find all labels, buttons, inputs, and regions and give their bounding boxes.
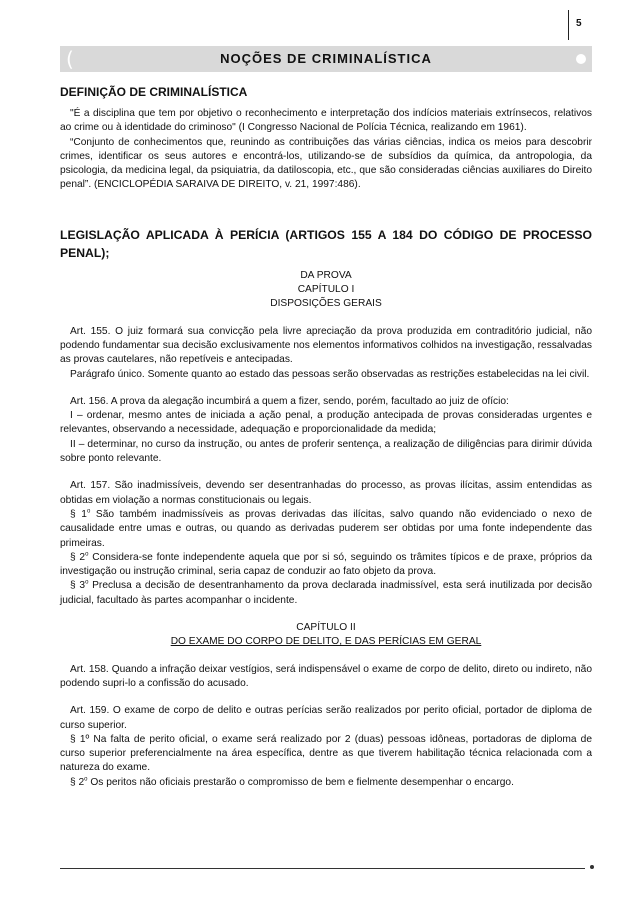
chapter-1-title: DISPOSIÇÕES GERAIS [270,298,382,310]
article-159: Art. 159. O exame de corpo de delito e outras perícias serão realizados por perito oficial, portador de diploma de curso superior. [60,705,592,731]
chapter-2-title: DO EXAME DO CORPO DE DELITO, E DAS PERÍCIAS EM GERAL [170,636,482,648]
definition-paragraph-2: “Conjunto de conhecimentos que, reunindo as contribuições das várias ciências, indica os meios para descobrir crimes, identificar os seus autores e encontrá-los, utilizando-se de subsídios da química, da antropologia, da psicologia, da medicina legal, da psiquiatria, da datiloscopia, etc., que são consideradas ciências auxiliares do Direito penal”. (ENCICLOPÉDIA SARAIVA DE DIREITO, v. 21, 1997:486). [60,136,592,191]
article-159-paragraph-1: § 1º Na falta de perito oficial, o exame será realizado por 2 (duas) pessoas idôneas, portadoras de diploma de curso superior preferencialmente na área específica, dentre as que tiverem habilitação técnica relacionada com a natureza do exame. [60,733,592,774]
article-158: Art. 158. Quando a infração deixar vestígios, será indispensável o exame de corpo de delito, direto ou indireto, não podendo supri-lo a confissão do acusado. [60,663,592,689]
article-159-paragraph-2: § 2$^o$ Os peritos não oficiais prestarão o compromisso de bem e fielmente desempenhar o encargo. [70,776,514,788]
section-da-prova: DA PROVA [300,269,352,281]
article-156: Art. 156. A prova da alegação incumbirá a quem a fizer, sendo, porém, facultado ao juiz de ofício: [70,395,509,407]
banner-title: NOÇÕES DE CRIMINALÍSTICA [220,51,432,66]
article-157-paragraph-1: § 1$^o$ São também inadmissíveis as provas derivadas das ilícitas, salvo quando não evidenciado o nexo de causalidade entre umas e outras, ou quando as derivadas puderem ser obtidas por uma fonte independente das primeiras. [60,508,592,549]
banner-paren-glyph: ( [66,47,74,71]
page-number-divider [568,10,569,40]
definition-heading: DEFINIÇÃO DE CRIMINALÍSTICA [60,85,248,99]
section-banner [60,46,592,72]
footer-dot-icon [590,865,594,869]
article-155: Art. 155. O juiz formará sua convicção pela livre apreciação da prova produzida em contraditório judicial, não podendo fundamentar sua decisão exclusivamente nos elementos informativos colhidos na investigação, ressalvadas as provas cautelares, não repetíveis e antecipadas. [60,325,592,366]
article-157: Art. 157. São inadmissíveis, devendo ser desentranhadas do processo, as provas ilícitas, assim entendidas as obtidas em violação a normas constitucionais ou legais. [60,480,592,506]
chapter-2-label: CAPÍTULO II [296,622,356,634]
footer-rule [60,868,585,869]
page-body [60,84,592,790]
article-155-sole-paragraph: Parágrafo único. Somente quanto ao estado das pessoas serão observadas as restrições estabelecidas na lei civil. [70,368,590,380]
legislation-heading: LEGISLAÇÃO APLICADA À PERÍCIA (ARTIGOS 155 A 184 DO CÓDIGO DE PROCESSO PENAL); [60,227,592,260]
banner-dot-icon [576,54,586,64]
article-156-item-ii: II – determinar, no curso da instrução, ou antes de proferir sentença, a realização de diligências para dirimir dúvida sobre ponto relevante. [60,438,592,465]
article-157-paragraph-2: § 2$^o$ Considera-se fonte independente aquela que por si só, seguindo os trâmites típicos e de praxe, próprios da investigação ou instrução criminal, seria capaz de conduzir ao fato objeto da prova. [60,551,592,578]
chapter-1-label: CAPÍTULO I [297,284,355,296]
article-157-paragraph-3: § 3$^o$ Preclusa a decisão de desentranhamento da prova declarada inadmissível, esta será inutilizada por decisão judicial, facultado às partes acompanhar o incidente. [60,580,592,606]
definition-paragraph-1: "É a disciplina que tem por objetivo o reconhecimento e interpretação dos indícios materiais extrínsecos, relativos ao crime ou à identidade do criminoso" (I Congresso Nacional de Polícia Técnica, realizando em 1961). [60,108,592,134]
article-156-item-i: I – ordenar, mesmo antes de iniciada a ação penal, a produção antecipada de provas consideradas urgentes e relevantes, observando a necessidade, adequação e proporcionalidade da medida; [60,410,592,436]
page-number: 5 [576,18,582,29]
